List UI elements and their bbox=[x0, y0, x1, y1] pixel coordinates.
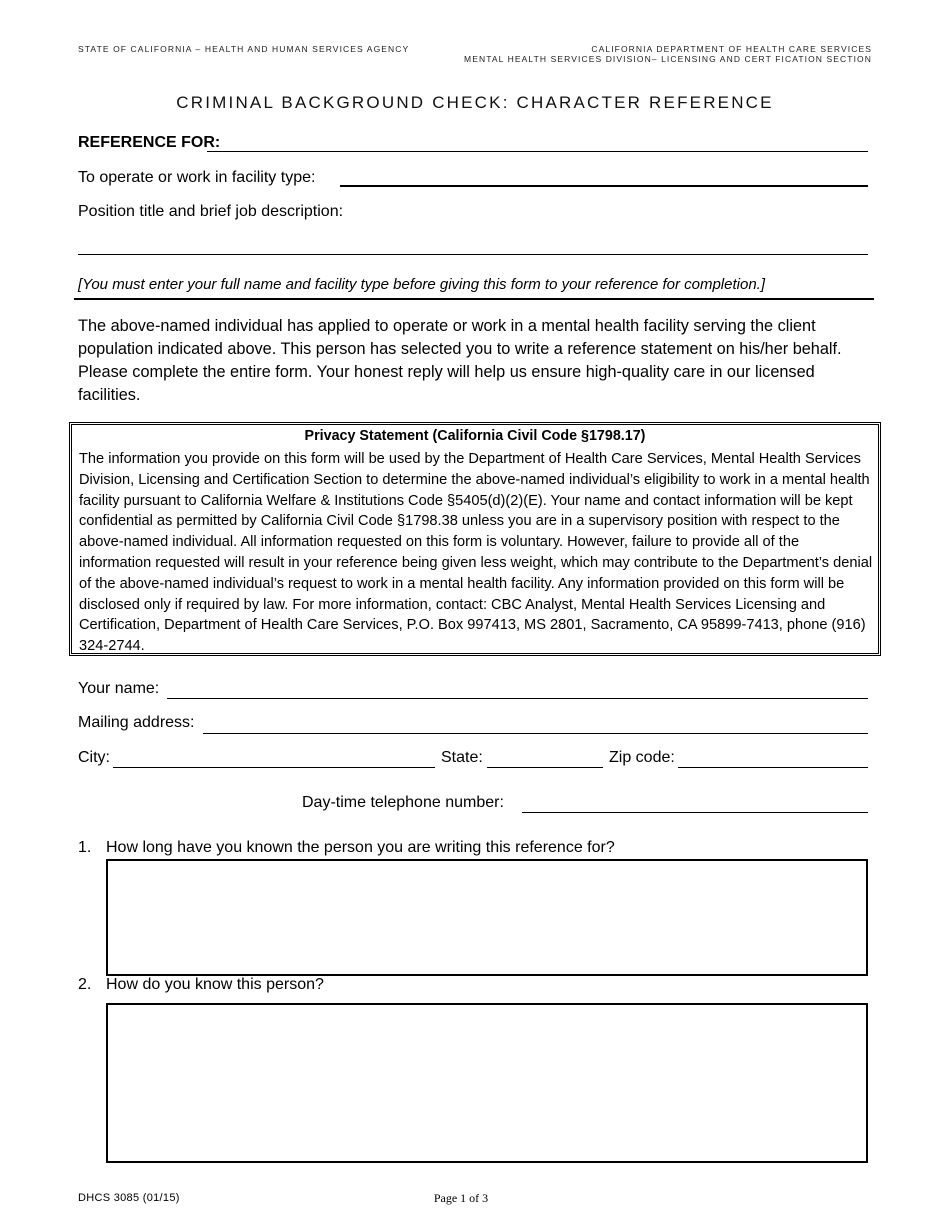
position-label: Position title and brief job description: bbox=[78, 203, 344, 220]
mailing-address-label: Mailing address: bbox=[78, 714, 195, 731]
question-2-text: How do you know this person? bbox=[106, 976, 324, 993]
form-id: DHCS 3085 (01/15) bbox=[78, 1192, 180, 1204]
phone-label: Day-time telephone number: bbox=[302, 794, 504, 811]
question-2-answer-box[interactable] bbox=[106, 1003, 868, 1163]
question-1-number: 1. bbox=[78, 839, 92, 856]
question-1-answer-box[interactable] bbox=[106, 859, 868, 976]
reference-for-field[interactable] bbox=[207, 151, 868, 152]
instruction-note: [You must enter your full name and facility type before giving this form to your reference for completion.] bbox=[78, 276, 766, 293]
mailing-address-field[interactable] bbox=[203, 733, 868, 734]
agency-header: STATE OF CALIFORNIA – HEALTH AND HUMAN SERVICES AGENCY bbox=[78, 44, 410, 54]
your-name-label: Your name: bbox=[78, 680, 160, 697]
question-1-text: How long have you known the person you are writing this reference for? bbox=[106, 839, 615, 856]
city-field[interactable] bbox=[113, 767, 435, 768]
reference-for-label: REFERENCE FOR: bbox=[78, 134, 221, 151]
facility-type-label: To operate or work in facility type: bbox=[78, 169, 316, 186]
zip-code-field[interactable] bbox=[678, 767, 868, 768]
department-header: CALIFORNIA DEPARTMENT OF HEALTH CARE SERVICES bbox=[591, 44, 872, 54]
phone-field[interactable] bbox=[522, 812, 868, 813]
privacy-statement-box bbox=[69, 422, 881, 656]
city-label: City: bbox=[78, 749, 110, 766]
question-2-number: 2. bbox=[78, 976, 92, 993]
form-title: CRIMINAL BACKGROUND CHECK: CHARACTER REFERENCE bbox=[176, 93, 774, 112]
zip-code-label: Zip code: bbox=[609, 749, 675, 766]
your-name-field[interactable] bbox=[167, 698, 868, 699]
facility-type-field[interactable] bbox=[340, 185, 868, 187]
state-label: State: bbox=[441, 749, 483, 766]
position-description-field[interactable] bbox=[78, 254, 868, 255]
privacy-title: Privacy Statement (California Civil Code §1798.17) bbox=[304, 428, 646, 444]
state-field[interactable] bbox=[487, 767, 603, 768]
privacy-body: The information you provide on this form will be used by the Department of Health Care Services, Mental Health Services Division, Licensing and Certification Section to determine the above-named individual’s eligibility to work in a mental health facility pursuant to California Welfare & Institutions Code §5405(d)(2)(E). Your name and contact information will be kept confidential as permitted by California Civil Code §1798.38 unless you are in a supervisory position with respect to the above-named individual. All information requested on this form is voluntary. However, failure to provide all of the information requested will result in your reference being given less weight, which may contribute to the Department’s denial of the above-named individual’s request to work in a mental health facility. Any information provided on this form will be disclosed only if required by law. For more information, contact: CBC Analyst, Mental Health Services Licensing and Certification, Department of Health Care Services, P.O. Box 997413, MS 2801, Sacramento, CA 95899-7413, phone (916) 324-2744. bbox=[79, 451, 873, 655]
section-divider bbox=[74, 298, 874, 300]
page-number: Page 1 of 3 bbox=[433, 1191, 489, 1205]
division-header: MENTAL HEALTH SERVICES DIVISION– LICENSING AND CERT FICATION SECTION bbox=[464, 54, 872, 64]
intro-paragraph: The above-named individual has applied to operate or work in a mental health facility serving the client population indicated above. This person has selected you to write a reference statement on his/her behalf. Please complete the entire form. Your honest reply will help us ensure high-quality care in our licensed facilities. bbox=[78, 317, 842, 404]
